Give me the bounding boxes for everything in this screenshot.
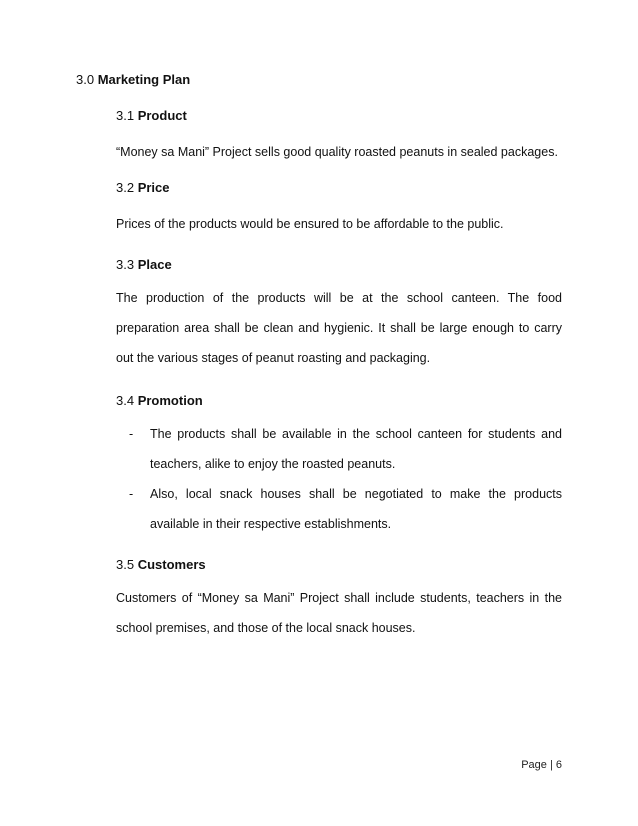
paragraph: The production of the products will be at the school canteen. The food preparation area shall be clean and hygienic. It shall be large enough to carry out the various stages of peanut roasting and packaging. [116, 291, 562, 365]
subsection-promotion [116, 391, 562, 539]
subsection-heading [116, 178, 562, 198]
heading-number: 3.0 [76, 72, 95, 87]
subsection-title: Price [137, 180, 170, 195]
subsection-number: 3.4 [116, 393, 135, 408]
subsection-title: Promotion [137, 393, 203, 408]
page-number-footer: Page | 6 [521, 759, 562, 771]
bullet-text: The products shall be available in the school canteen for students and teachers, alike to enjoy the roasted peanuts. [150, 427, 562, 471]
subsection-title: Place [137, 257, 172, 272]
heading-title: Marketing Plan [97, 72, 191, 87]
subsection-title: Product [137, 108, 187, 123]
subsection-heading [116, 391, 562, 411]
subsection-place [116, 255, 562, 373]
subsection-heading [116, 555, 562, 575]
bullet-text: Also, local snack houses shall be negotiated to make the products available in their respective establishments. [150, 487, 562, 531]
subsection-title: Customers [137, 557, 206, 572]
paragraph: Customers of “Money sa Mani” Project shall include students, teachers in the school premises, and those of the local snack houses. [116, 591, 562, 635]
bullet-marker: - [129, 427, 134, 441]
bullet-marker: - [129, 487, 134, 501]
bullet-item [116, 419, 562, 479]
subsection-number: 3.5 [116, 557, 135, 572]
subsection-customers [116, 555, 562, 643]
bullet-list [116, 419, 562, 539]
paragraph: Prices of the products would be ensured to be affordable to the public. [116, 217, 504, 231]
subsection-number: 3.2 [116, 180, 135, 195]
subsection-product [116, 106, 562, 161]
paragraph: “Money sa Mani” Project sells good quality roasted peanuts in sealed packages. [116, 145, 558, 159]
subsection-number: 3.3 [116, 257, 135, 272]
bullet-item [116, 479, 562, 539]
subsection-heading [116, 255, 562, 275]
subsection-price [116, 178, 562, 233]
section-heading-marketing-plan [76, 72, 190, 87]
subsection-heading [116, 106, 562, 126]
subsection-number: 3.1 [116, 108, 135, 123]
